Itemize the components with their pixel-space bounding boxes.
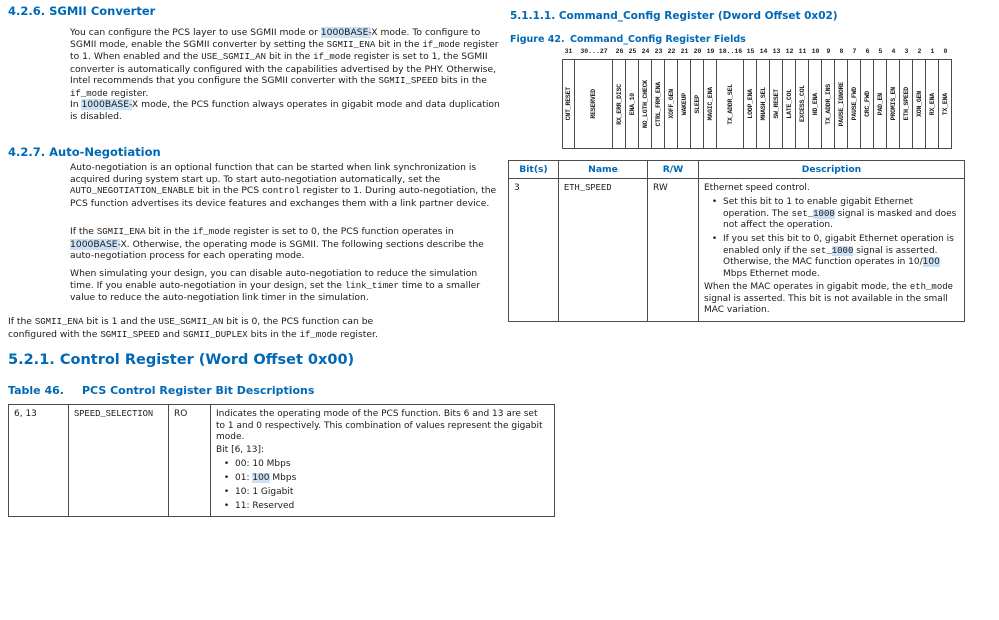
bullet-text — [235, 459, 548, 471]
register-bit-number: 10 — [811, 48, 820, 55]
text-segment: 11: Reserved — [235, 500, 295, 511]
figure-caption-title: Command_Config Register Fields — [570, 34, 746, 45]
register-field-name: LATE_COL — [785, 89, 793, 119]
register-field-cell — [835, 59, 848, 149]
bullet-item — [223, 459, 548, 471]
register-field-name: LOOP_ENA — [746, 89, 754, 119]
text-segment: If you set this bit to 0, gigabit Ethernet operation is enabled only if the — [723, 234, 954, 256]
text-segment: signal is asserted. Otherwise, the MAC function operates in 10/ — [723, 245, 938, 267]
pcs-control-register-table — [8, 404, 555, 517]
text-segment: bit is 0, the PCS function can be configured with the — [8, 316, 374, 340]
table-caption-label: Table 46. — [8, 384, 64, 397]
register-bit-number: 4 — [891, 48, 896, 55]
register-field-cell — [626, 59, 639, 149]
inline-code: 1000 — [813, 208, 835, 219]
text-segment: When simulating your design, you can disable auto-negotiation to reduce the simulation time. If you enable auto-negotiation in your design, set the — [70, 268, 478, 291]
register-field-cell — [704, 59, 717, 149]
register-field-name: MHASH_SEL — [759, 87, 767, 121]
register-field-column — [874, 46, 887, 149]
text-segment: Mbps Ethernet mode. — [723, 268, 820, 279]
text-segment: register. — [107, 87, 149, 99]
text-segment: If the — [8, 316, 35, 327]
register-field-name: MAGIC_ENA — [706, 87, 714, 121]
table-cell-name: ETH_SPEED — [559, 179, 648, 321]
register-field-column — [575, 46, 613, 149]
text-segment: register is set to 0, the PCS function operates in — [230, 226, 454, 237]
register-field-column — [652, 46, 665, 149]
text-segment: bits in the — [437, 75, 487, 87]
text-segment: When the MAC operates in gigabit mode, the — [704, 282, 910, 292]
register-bit-number: 21 — [680, 48, 689, 55]
text-segment: 01: — [235, 472, 253, 483]
register-bit-number: 8 — [839, 48, 844, 55]
bullet-item — [711, 197, 958, 232]
table-caption-title: PCS Control Register Bit Descriptions — [82, 384, 315, 397]
register-field-cell — [665, 59, 678, 149]
text-segment: X mode. To configure to SGMII mode, enable the SGMII converter by setting the — [70, 27, 481, 50]
register-field-cell — [887, 59, 900, 149]
text-segment: bit in the PCS — [194, 185, 263, 197]
description-intro: Indicates the operating mode of the PCS function. Bits 6 and 13 are set to 1 and 0 respectively. This combination of values represent the gigabit mode. — [216, 409, 543, 442]
register-field-cell — [678, 59, 691, 149]
search-highlight: 100 — [922, 257, 940, 267]
description-bullets — [216, 459, 548, 513]
inline-code: if_mode — [313, 52, 351, 63]
text-segment: Auto-negotiation is an optional function that can be started when link synchronization is acquired during system start up. To start auto-negotiation automatically, set the — [70, 162, 477, 185]
register-field-column — [757, 46, 770, 149]
text-segment: Mbps — [269, 472, 297, 483]
bullet-marker: • — [223, 486, 230, 497]
search-highlight: 1000BASE- — [320, 27, 372, 38]
register-field-cell — [926, 59, 939, 149]
text-segment: X. Otherwise, the operating mode is SGMII. The following sections describe the auto-negotiation process for each operating mode. — [70, 238, 484, 262]
register-field-name: XON_GEN — [915, 91, 923, 117]
register-field-cell — [822, 59, 835, 149]
inline-code: control — [262, 186, 300, 197]
register-field-column — [704, 46, 717, 149]
description-subheading: Bit [6, 13]: — [216, 444, 265, 455]
register-field-column — [562, 46, 575, 149]
register-field-column — [717, 46, 744, 149]
text-segment: 10: 1 Gigabit — [235, 486, 294, 497]
table-cell-bits: 3 — [509, 179, 559, 321]
register-field-column — [939, 46, 952, 149]
register-bit-number: 14 — [759, 48, 768, 55]
table-cell-name: SPEED_SELECTION — [69, 405, 169, 516]
text-segment: and — [159, 328, 183, 340]
register-field-name: TX_ADDR_SEL — [726, 83, 734, 125]
text-segment: register. — [337, 328, 378, 340]
register-field-name: PAUSE_IGNORE — [837, 81, 845, 127]
text-segment: Set this bit to 1 to enable gigabit Ethernet operation. The — [723, 197, 914, 219]
register-field-name: WAKEUP — [680, 92, 688, 116]
register-bit-number: 19 — [706, 48, 715, 55]
inline-code: if_mode — [192, 227, 231, 237]
register-field-name: XOFF_GEN — [667, 89, 675, 119]
figure-caption — [510, 34, 746, 45]
register-field-name: HD_ENA — [811, 92, 819, 116]
register-field-cell — [939, 59, 952, 149]
register-bit-number: 22 — [667, 48, 676, 55]
bullet-marker: • — [711, 234, 718, 244]
text-segment: X mode, the PCS function always operates in gigabit mode and data duplication is disabled. — [70, 99, 500, 122]
table-cell-description — [211, 405, 554, 516]
inline-code: 1000 — [831, 245, 854, 256]
register-field-column — [913, 46, 926, 149]
register-field-name: PAUSE_FWD — [850, 87, 858, 121]
text-segment: You can configure the PCS layer to use SGMII mode or — [70, 27, 321, 38]
register-bit-number: 20 — [693, 48, 702, 55]
register-field-column — [887, 46, 900, 149]
bullet-marker: • — [223, 472, 230, 483]
table-cell-rw: RO — [169, 405, 211, 516]
paragraph-sgmii-note — [8, 316, 412, 341]
register-field-column — [835, 46, 848, 149]
description-outro — [704, 282, 958, 317]
register-field-name: CRC_FWD — [863, 91, 871, 117]
register-bit-number: 11 — [798, 48, 807, 55]
column-header-bits: Bit(s) — [509, 161, 559, 179]
search-highlight: 100 — [252, 472, 270, 483]
paragraph-sgmii-2 — [70, 99, 503, 122]
register-bit-number: 0 — [943, 48, 948, 55]
text-segment: bit in the — [375, 38, 423, 50]
register-field-cell — [744, 59, 757, 149]
register-field-name: CTRL_FRM_ENA — [654, 81, 662, 127]
register-field-name: ENA_10 — [628, 92, 636, 116]
register-field-name: SLEEP — [693, 94, 701, 114]
register-bit-number: 18..16 — [718, 48, 743, 55]
inline-code: USE_SGMII_AN — [201, 52, 267, 63]
inline-code: eth_mode — [909, 282, 954, 292]
register-field-cell — [770, 59, 783, 149]
register-field-column — [861, 46, 874, 149]
register-bit-number: 1 — [930, 48, 935, 55]
table-caption — [8, 384, 314, 397]
register-field-cell — [639, 59, 652, 149]
column-header-name: Name — [559, 161, 648, 179]
register-field-cell — [757, 59, 770, 149]
register-bit-number: 13 — [772, 48, 781, 55]
figure-caption-label: Figure 42. — [510, 34, 565, 45]
search-highlight: 1000BASE- — [70, 238, 121, 250]
register-field-name: SW_RESET — [772, 89, 780, 119]
register-field-column — [613, 46, 626, 149]
register-field-name: NO_LGTH_CHECK — [641, 79, 649, 129]
register-field-name: PAD_EN — [876, 92, 884, 116]
text-segment: bits in the — [247, 328, 300, 340]
text-segment: 00: 10 Mbps — [235, 458, 291, 469]
text-segment: register to 1. When enabled and the — [70, 38, 499, 63]
register-field-column — [900, 46, 913, 149]
paragraph-sgmii-1 — [70, 27, 503, 101]
register-field-cell — [562, 59, 575, 149]
inline-code: SGMII_ENA — [96, 227, 146, 237]
register-field-cell — [691, 59, 704, 149]
text-segment: signal is asserted. This bit is not available in the small MAC variation. — [704, 293, 948, 315]
register-bit-number: 6 — [865, 48, 870, 55]
register-bit-number: 25 — [628, 48, 637, 55]
register-bit-number: 24 — [641, 48, 650, 55]
register-field-column — [822, 46, 835, 149]
register-field-name: TX_ADDR_INS — [824, 83, 832, 125]
register-bit-number: 7 — [852, 48, 857, 55]
register-field-column — [796, 46, 809, 149]
register-field-cell — [874, 59, 887, 149]
register-field-name: RESERVED — [590, 89, 597, 119]
text-segment: signal is masked and does not affect the operation. — [723, 208, 957, 230]
inline-code: SGMII_DUPLEX — [182, 329, 248, 340]
register-field-name: ETH_SPEED — [902, 87, 910, 121]
bullet-text — [235, 473, 548, 485]
register-field-column — [639, 46, 652, 149]
column-header-rw: R/W — [648, 161, 699, 179]
table-cell-description — [699, 179, 964, 321]
register-field-cell — [613, 59, 626, 149]
register-field-column — [783, 46, 796, 149]
text-segment: If the — [70, 226, 97, 237]
text-segment: register to 1. During auto-negotiation, the PCS function advertises its device features and exchanges them with a link partner device. — [70, 185, 497, 209]
register-bit-number: 15 — [746, 48, 755, 55]
section-heading-auto-negotiation: 4.2.7. Auto-Negotiation — [8, 145, 161, 159]
register-field-cell — [913, 59, 926, 149]
bullet-item — [223, 487, 548, 499]
register-bit-number: 26 — [615, 48, 624, 55]
register-field-cell — [861, 59, 874, 149]
table-cell-rw: RW — [648, 179, 699, 321]
register-field-column — [926, 46, 939, 149]
register-field-column — [691, 46, 704, 149]
inline-code: AUTO_NEGOTIATION_ENABLE — [70, 186, 195, 197]
inline-code: if_mode — [422, 39, 461, 50]
inline-code: SGMII_ENA — [326, 39, 376, 50]
bullet-item — [711, 234, 958, 280]
search-highlight: 1000BASE- — [81, 99, 132, 110]
register-field-cell — [783, 59, 796, 149]
register-field-name: PROMIS_EN — [889, 87, 897, 121]
command-config-register-table — [508, 160, 965, 322]
register-field-cell — [652, 59, 665, 149]
register-bit-number: 30...27 — [580, 48, 608, 55]
description-intro: Ethernet speed control. — [704, 183, 810, 193]
inline-code: SGMII_SPEED — [100, 329, 160, 340]
register-bit-number: 5 — [878, 48, 883, 55]
register-field-cell — [848, 59, 861, 149]
register-field-column — [665, 46, 678, 149]
register-bit-number: 9 — [826, 48, 831, 55]
bullet-marker: • — [223, 500, 230, 511]
register-field-name: TX_ENA — [941, 92, 949, 116]
section-heading-control-register: 5.2.1. Control Register (Word Offset 0x00) — [8, 352, 355, 368]
register-field-column — [770, 46, 783, 149]
register-field-cell — [809, 59, 822, 149]
register-field-name: RX_ENA — [928, 92, 936, 116]
register-bit-number: 3 — [904, 48, 909, 55]
register-bit-number: 12 — [785, 48, 794, 55]
inline-code: if_mode — [299, 329, 338, 340]
bullet-text — [723, 197, 958, 232]
register-field-column — [848, 46, 861, 149]
bullet-item — [223, 473, 548, 485]
description-bullets — [704, 197, 958, 280]
column-header-description: Description — [699, 161, 964, 179]
paragraph-autoneg-3 — [70, 268, 503, 304]
register-bit-number: 31 — [564, 48, 573, 55]
register-field-column — [744, 46, 757, 149]
text-segment: bit in the — [145, 226, 193, 237]
section-heading-sgmii-converter: 4.2.6. SGMII Converter — [8, 4, 156, 18]
inline-code: USE_SGMII_AN — [158, 317, 224, 327]
register-field-cell — [575, 59, 613, 149]
text-segment: time to a smaller value to reduce the auto-negotiation link timer in the simulation. — [70, 279, 481, 304]
bullet-item — [223, 501, 548, 513]
bullet-text — [235, 487, 548, 499]
table-cell-bits: 6, 13 — [9, 405, 69, 516]
register-field-cell — [717, 59, 744, 149]
inline-code: SGMII_SPEED — [378, 76, 438, 87]
register-field-name: RX_ERR_DISC — [615, 83, 623, 125]
bullet-marker: • — [711, 197, 718, 207]
inline-code: link_timer — [344, 280, 399, 291]
inline-code: SGMII_ENA — [34, 317, 84, 327]
text-segment: bit in the — [266, 51, 314, 63]
register-bit-number: 2 — [917, 48, 922, 55]
register-field-cell — [796, 59, 809, 149]
paragraph-autoneg-1 — [70, 162, 503, 209]
inline-code: set_ — [810, 245, 832, 256]
section-heading-command-config: 5.1.1.1. Command_Config Register (Dword Offset 0x02) — [510, 10, 838, 22]
text-segment: register is set to 1, the SGMII converter is automatically configured with the capabilities advertised by the PHY. Otherwise, Intel recommends that you configure the SGMII converter with the — [70, 51, 497, 87]
bullet-marker: • — [223, 458, 230, 469]
bullet-text — [235, 501, 548, 513]
register-field-name: EXCESS_COL — [798, 85, 806, 123]
inline-code: if_mode — [70, 88, 108, 99]
register-field-column — [626, 46, 639, 149]
register-field-column — [809, 46, 822, 149]
text-segment: In — [70, 99, 82, 110]
text-segment: bit is 1 and the — [83, 316, 159, 327]
paragraph-autoneg-2 — [70, 226, 503, 262]
register-bit-number: 23 — [654, 48, 663, 55]
register-field-cell — [900, 59, 913, 149]
register-field-column — [678, 46, 691, 149]
register-field-name: CNT_RESET — [565, 87, 572, 121]
inline-code: set_ — [791, 208, 814, 219]
bullet-text — [723, 234, 958, 280]
register-diagram — [562, 46, 952, 149]
